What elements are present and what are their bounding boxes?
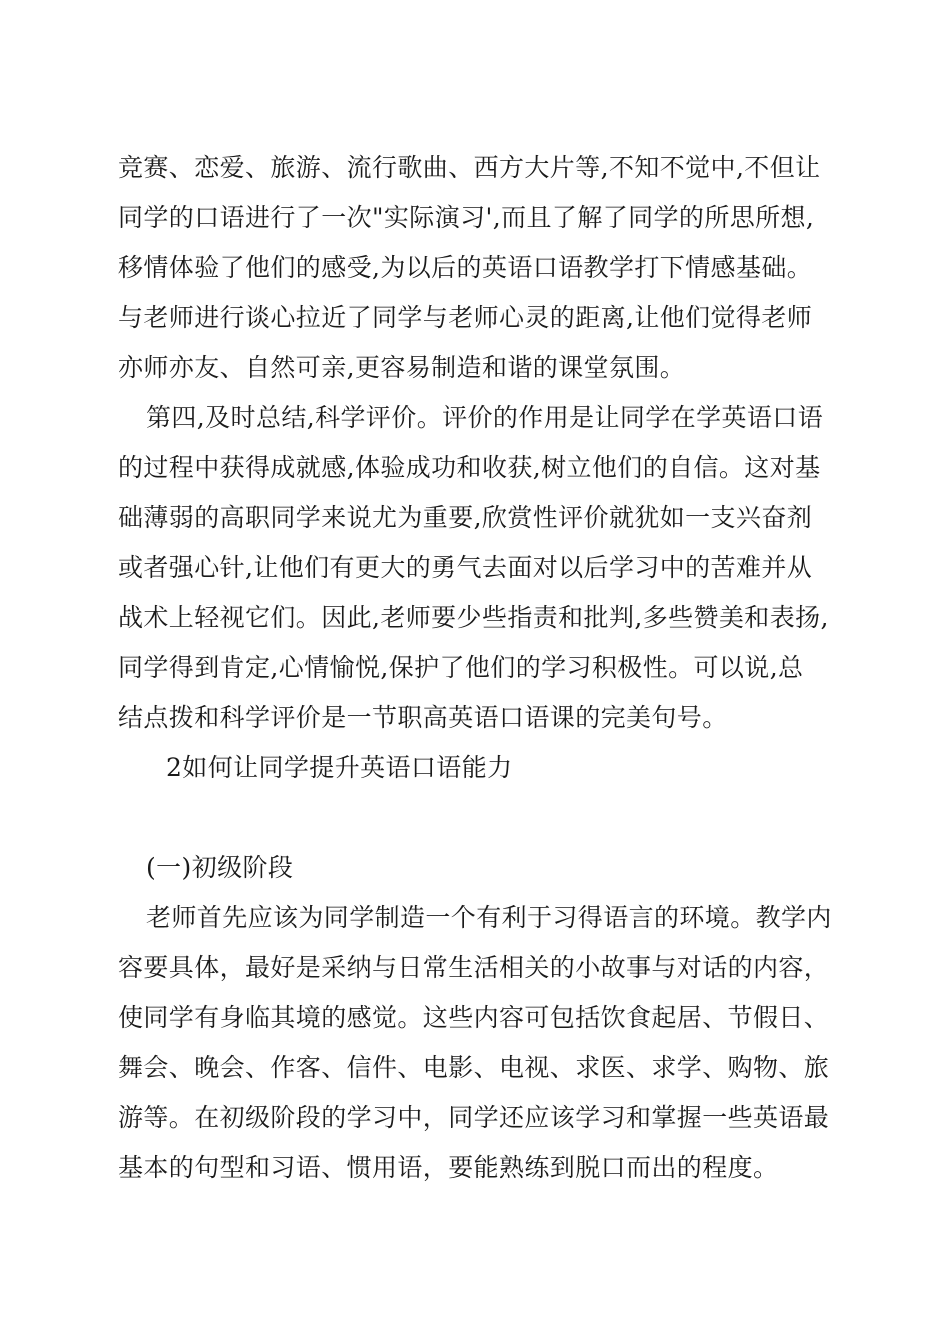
paragraph-1-line-1: 竞赛、恋爱、旅游、流行歌曲、西方大片等,不知不觉中,不但让 <box>118 153 821 182</box>
paragraph-1-line-2: 同学的口语进行了一次"实际演习',而且了解了同学的所思所想, <box>118 203 815 232</box>
paragraph-2-line-2: 的过程中获得成就感,体验成功和收获,树立他们的自信。这对基 <box>118 453 821 482</box>
paragraph-3-line-4: 舞会、晚会、作客、信件、电影、电视、求医、求学、购物、旅 <box>118 1053 830 1082</box>
paragraph-2-line-3: 础薄弱的高职同学来说尤为重要,欣赏性评价就犹如一支兴奋剂 <box>118 503 813 532</box>
paragraph-2-line-4: 或者强心针,让他们有更大的勇气去面对以后学习中的苦难并从 <box>118 553 813 582</box>
paragraph-3-line-2: 容要具体，最好是采纳与日常生活相关的小故事与对话的内容， <box>118 953 830 982</box>
paragraph-1-line-3: 移情体验了他们的感受,为以后的英语口语教学打下情感基础。 <box>118 253 813 282</box>
paragraph-3-line-1: 老师首先应该为同学制造一个有利于习得语言的环境。教学内 <box>146 903 832 932</box>
paragraph-3-line-3: 使同学有身临其境的感觉。这些内容可包括饮食起居、节假日、 <box>118 1003 830 1032</box>
paragraph-2-line-1: 第四,及时总结,科学评价。评价的作用是让同学在学英语口语 <box>146 403 824 432</box>
paragraph-2-line-5: 战术上轻视它们。因此,老师要少些指责和批判,多些赞美和表扬, <box>118 603 829 632</box>
paragraph-1-line-5: 亦师亦友、自然可亲,更容易制造和谐的课堂氛围。 <box>118 353 686 382</box>
paragraph-3-line-5: 游等。在初级阶段的学习中，同学还应该学习和掌握一些英语最 <box>118 1103 830 1132</box>
subsection-heading: (一)初级阶段 <box>146 853 294 882</box>
paragraph-2-line-7: 结点拨和科学评价是一节职高英语口语课的完美句号。 <box>118 703 728 732</box>
paragraph-3-line-6: 基本的句型和习语、惯用语，要能熟练到脱口而出的程度。 <box>118 1153 779 1182</box>
paragraph-2-line-6: 同学得到肯定,心情愉悦,保护了他们的学习积极性。可以说,总 <box>118 653 804 682</box>
section-heading: 2如何让同学提升英语口语能力 <box>166 753 513 782</box>
paragraph-1-line-4: 与老师进行谈心拉近了同学与老师心灵的距离,让他们觉得老师 <box>118 303 813 332</box>
